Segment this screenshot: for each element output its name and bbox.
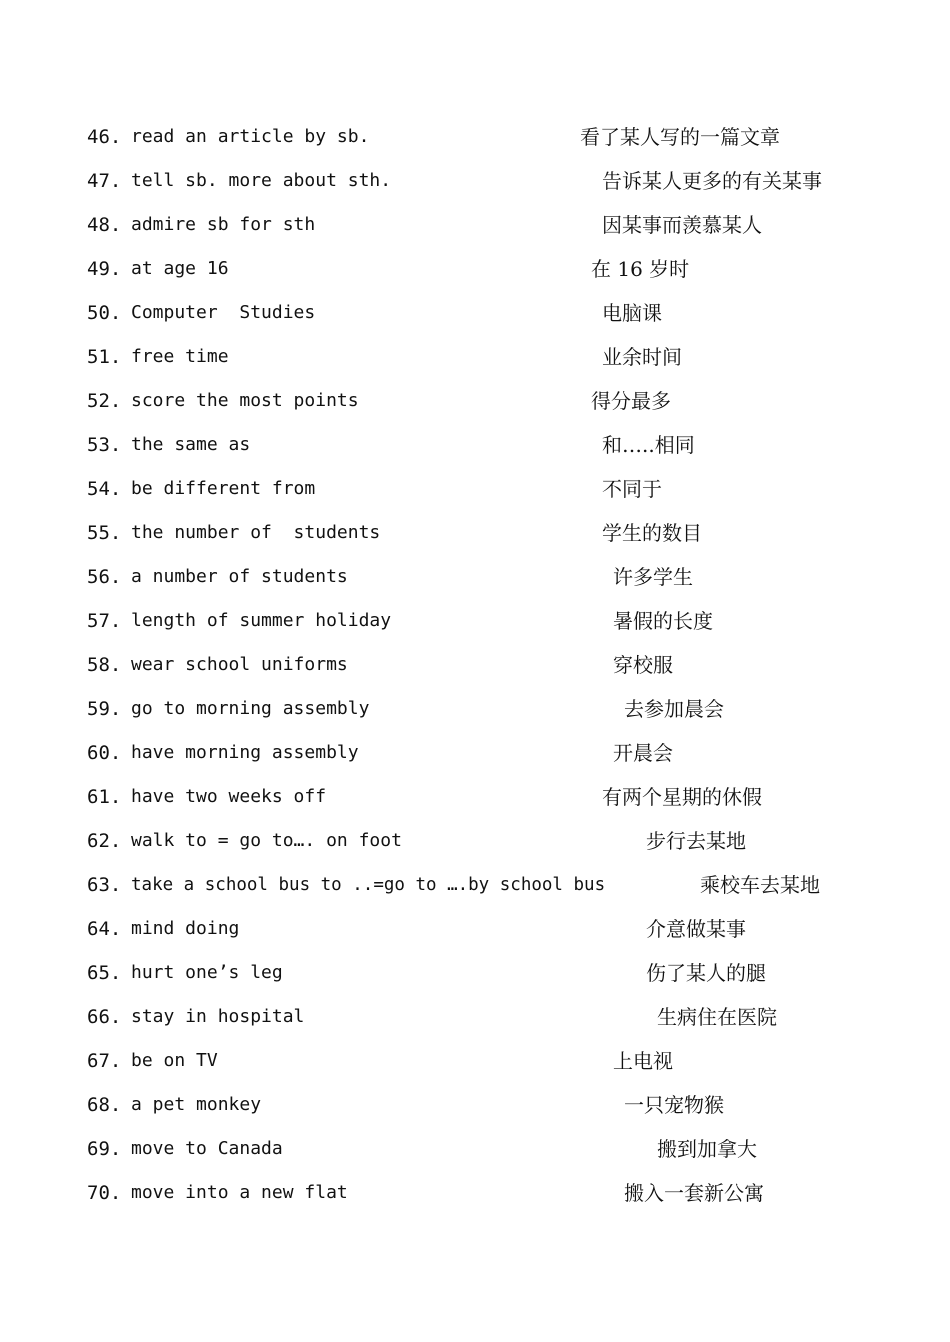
english-phrase: walk to = go to…. on foot (131, 830, 402, 851)
chinese-meaning: 伤了某人的腿 (646, 961, 766, 985)
item-number: 54. (87, 478, 122, 500)
chinese-meaning: 暑假的长度 (613, 609, 713, 633)
chinese-meaning: 生病住在医院 (657, 1005, 777, 1029)
vocab-row (0, 168, 950, 194)
english-phrase: go to morning assembly (131, 698, 370, 719)
item-number: 50. (87, 302, 122, 324)
item-number: 62. (87, 830, 122, 852)
vocab-row (0, 740, 950, 766)
vocab-row (0, 1092, 950, 1118)
english-phrase: at age 16 (131, 258, 229, 279)
vocab-row (0, 608, 950, 634)
item-number: 59. (87, 698, 122, 720)
vocab-row (0, 1004, 950, 1030)
chinese-meaning: 不同于 (602, 477, 662, 501)
english-phrase: wear school uniforms (131, 654, 348, 675)
chinese-meaning: 业余时间 (602, 345, 682, 369)
chinese-meaning: 学生的数目 (602, 521, 702, 545)
item-number: 68. (87, 1094, 122, 1116)
chinese-meaning: 和…..相同 (602, 433, 695, 457)
vocab-row (0, 784, 950, 810)
item-number: 60. (87, 742, 122, 764)
english-phrase: have two weeks off (131, 786, 327, 807)
vocab-row (0, 652, 950, 678)
chinese-meaning: 因某事而羡慕某人 (602, 213, 762, 237)
item-number: 48. (87, 214, 122, 236)
chinese-meaning: 步行去某地 (646, 829, 746, 853)
chinese-meaning: 得分最多 (591, 389, 671, 413)
english-phrase: admire sb for sth (131, 214, 316, 235)
vocab-row (0, 256, 950, 282)
item-number: 52. (87, 390, 122, 412)
english-phrase: a pet monkey (131, 1094, 262, 1115)
item-number: 55. (87, 522, 122, 544)
vocab-row (0, 124, 950, 150)
vocab-row (0, 1136, 950, 1162)
vocab-row (0, 300, 950, 326)
chinese-meaning: 去参加晨会 (624, 697, 724, 721)
english-phrase: free time (131, 346, 229, 367)
vocab-row (0, 520, 950, 546)
english-phrase: be different from (131, 478, 316, 499)
item-number: 53. (87, 434, 122, 456)
vocab-row (0, 564, 950, 590)
item-number: 56. (87, 566, 122, 588)
vocab-row (0, 476, 950, 502)
item-number: 65. (87, 962, 122, 984)
english-phrase: Computer Studies (131, 302, 316, 323)
chinese-meaning: 有两个星期的休假 (602, 785, 762, 809)
english-phrase: read an article by sb. (131, 126, 370, 147)
item-number: 51. (87, 346, 122, 368)
chinese-meaning: 告诉某人更多的有关某事 (602, 169, 822, 193)
chinese-meaning: 看了某人写的一篇文章 (580, 125, 780, 149)
chinese-meaning: 电脑课 (602, 301, 662, 325)
english-phrase: stay in hospital (131, 1006, 305, 1027)
chinese-meaning: 许多学生 (613, 565, 693, 589)
item-number: 46. (87, 126, 122, 148)
item-number: 64. (87, 918, 122, 940)
chinese-meaning: 开晨会 (613, 741, 673, 765)
vocab-row (0, 432, 950, 458)
english-phrase: hurt one’s leg (131, 962, 283, 983)
vocab-row (0, 960, 950, 986)
english-phrase: have morning assembly (131, 742, 359, 763)
item-number: 49. (87, 258, 122, 280)
vocab-row (0, 916, 950, 942)
vocab-row (0, 1180, 950, 1206)
english-phrase: take a school bus to ..=go to ….by school bus (131, 875, 606, 895)
vocab-row (0, 1048, 950, 1074)
vocab-row (0, 388, 950, 414)
item-number: 63. (87, 874, 122, 896)
vocab-row (0, 872, 950, 898)
item-number: 69. (87, 1138, 122, 1160)
english-phrase: length of summer holiday (131, 610, 392, 631)
vocab-row (0, 696, 950, 722)
item-number: 47. (87, 170, 122, 192)
item-number: 58. (87, 654, 122, 676)
chinese-meaning: 搬到加拿大 (657, 1137, 757, 1161)
item-number: 70. (87, 1182, 122, 1204)
chinese-meaning: 一只宠物猴 (624, 1093, 724, 1117)
item-number: 57. (87, 610, 122, 632)
chinese-meaning: 乘校车去某地 (700, 873, 820, 897)
vocab-row (0, 828, 950, 854)
english-phrase: score the most points (131, 390, 359, 411)
chinese-meaning: 搬入一套新公寓 (624, 1181, 764, 1205)
english-phrase: tell sb. more about sth. (131, 170, 392, 191)
chinese-meaning: 穿校服 (613, 653, 673, 677)
english-phrase: a number of students (131, 566, 348, 587)
english-phrase: move into a new flat (131, 1182, 348, 1203)
english-phrase: be on TV (131, 1050, 218, 1071)
vocab-row (0, 212, 950, 238)
chinese-meaning: 上电视 (613, 1049, 673, 1073)
english-phrase: the same as (131, 434, 251, 455)
item-number: 66. (87, 1006, 122, 1028)
chinese-meaning: 介意做某事 (646, 917, 746, 941)
vocab-row (0, 344, 950, 370)
item-number: 67. (87, 1050, 122, 1072)
english-phrase: mind doing (131, 918, 240, 939)
chinese-meaning: 在 16 岁时 (591, 257, 690, 281)
english-phrase: the number of students (131, 522, 381, 543)
item-number: 61. (87, 786, 122, 808)
english-phrase: move to Canada (131, 1138, 283, 1159)
